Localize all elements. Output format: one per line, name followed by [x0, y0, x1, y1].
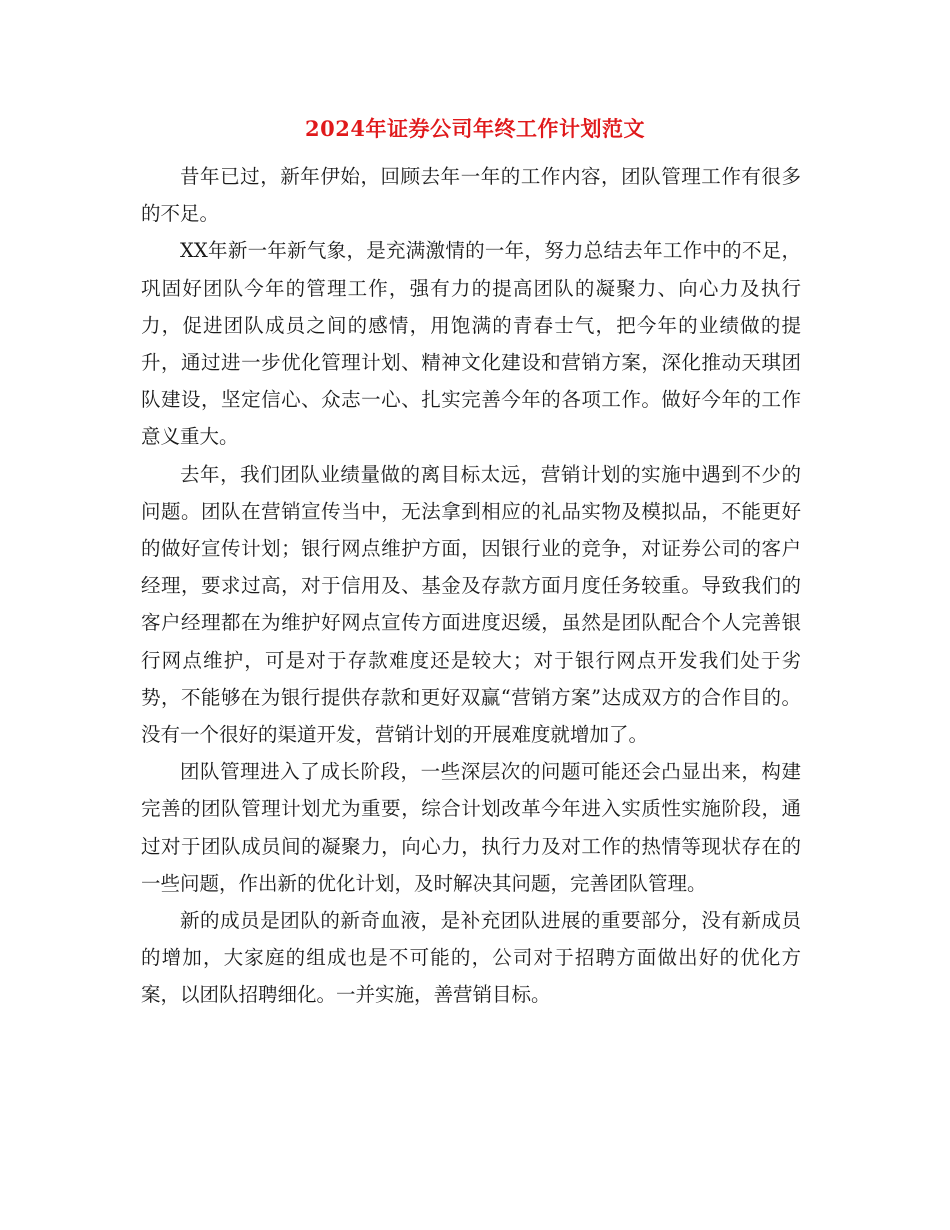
- document-body: [141, 158, 801, 1014]
- paragraph-5: 新的成员是团队的新奇血液，是补充团队进展的重要部分，没有新成员的增加，大家庭的组成也是不可能的，公司对于招聘方面做出好的优化方案，以团队招聘细化。一并实施，善营销目标。: [141, 909, 801, 1007]
- paragraph-2: XX年新一年新气象，是充满激情的一年，努力总结去年工作中的不足，巩固好团队今年的管理工作，强有力的提高团队的凝聚力、向心力及执行力，促进团队成员之间的感情，用饱满的青春士气，把今年的业绩做的提升，通过进一步优化管理计划、精神文化建设和营销方案，深化推动天琪团队建设，坚定信心、众志一心、扎实完善今年的各项工作。做好今年的工作意义重大。: [141, 239, 801, 449]
- paragraph-3: 去年，我们团队业绩量做的离目标太远，营销计划的实施中遇到不少的问题。团队在营销宣传当中，无法拿到相应的礼品实物及模拟品，不能更好的做好宣传计划；银行网点维护方面，因银行业的竞争，对证券公司的客户经理，要求过高，对于信用及、基金及存款方面月度任务较重。导致我们的客户经理都在为维护好网点宣传方面进度迟缓，虽然是团队配合个人完善银行网点维护，可是对于存款难度还是较大；对于银行网点开发我们处于劣势，不能够在为银行提供存款和更好双赢“营销方案”达成双方的合作目的。没有一个很好的渠道开发，营销计划的开展难度就增加了。: [141, 462, 801, 747]
- document-title: 2024年证券公司年终工作计划范文: [305, 116, 645, 141]
- paragraph-4: 团队管理进入了成长阶段，一些深层次的问题可能还会凸显出来，构建完善的团队管理计划尤为重要，综合计划改革今年进入实质性实施阶段，通过对于团队成员间的凝聚力，向心力，执行力及对工作的热情等现状存在的一些问题，作出新的优化计划，及时解决其问题，完善团队管理。: [141, 760, 801, 895]
- paragraph-1: 昔年已过，新年伊始，回顾去年一年的工作内容，团队管理工作有很多的不足。: [141, 165, 801, 226]
